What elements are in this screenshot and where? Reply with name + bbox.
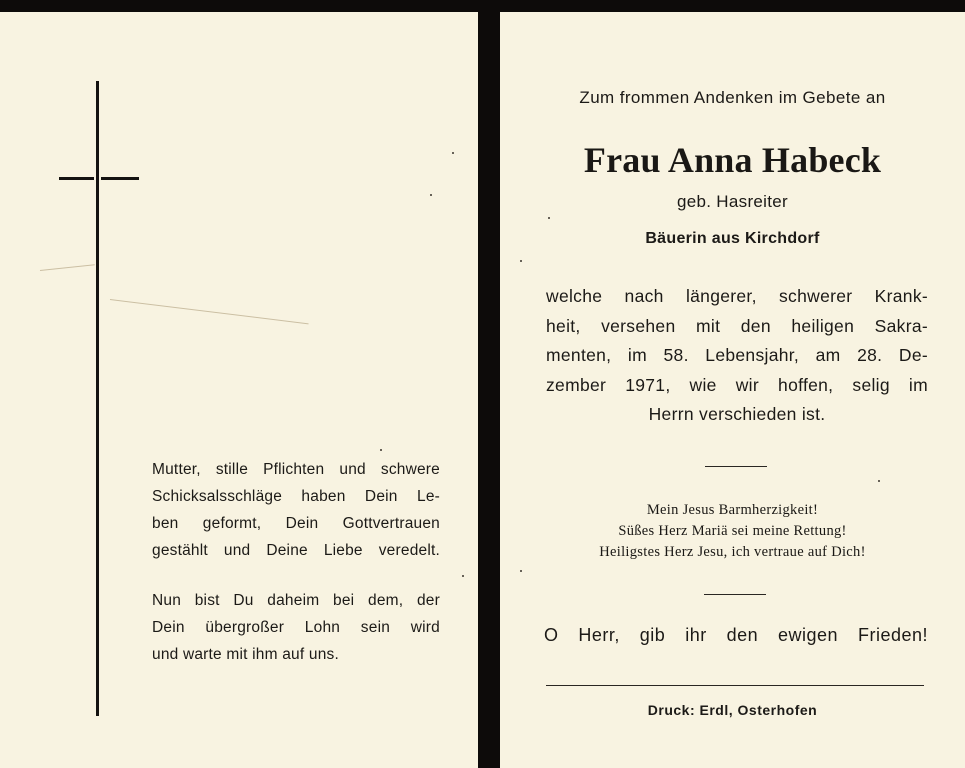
prayer-line: Süßes Herz Mariä sei meine Rettung! <box>618 523 847 539</box>
verse-line: Dein übergroßer Lohn sein wird <box>152 619 440 636</box>
obituary-line: menten, im 58. Lebensjahr, am 28. De- <box>546 345 928 365</box>
right-card-page <box>500 12 965 768</box>
paper-speck <box>430 194 432 196</box>
verse-line: Nun bist Du daheim bei dem, der <box>152 592 440 609</box>
verse-line: Mutter, stille Pflichten und schwere <box>152 461 440 478</box>
divider <box>704 594 766 595</box>
cross-arm-right <box>101 177 139 180</box>
printer-credit: Druck: Erdl, Osterhofen <box>647 702 818 718</box>
footer-divider <box>546 685 924 686</box>
verse-line: und warte mit ihm auf uns. <box>152 646 339 663</box>
prayer-line: Mein Jesus Barmherzigkeit! <box>646 502 819 518</box>
verse-line: ben geformt, Dein Gottvertrauen <box>152 515 440 532</box>
paper-speck <box>548 217 550 219</box>
prayer-lines <box>500 500 965 563</box>
paper-speck <box>462 575 464 577</box>
obituary-line: zember 1971, wie wir hoffen, selig im <box>546 374 928 395</box>
paper-crease <box>40 264 95 271</box>
paper-speck <box>878 480 880 482</box>
left-card-page <box>0 12 478 768</box>
verse-line: gestählt und Deine Liebe veredelt. <box>152 542 440 559</box>
closing-prayer: O Herr, gib ihr den ewigen Frieden! <box>544 625 928 645</box>
prayer-line: Heiligstes Herz Jesu, ich vertraue auf Dich! <box>599 544 866 560</box>
memorial-verse-1 <box>152 456 440 564</box>
paper-speck <box>520 260 522 262</box>
verse-line: Schicksalsschläge haben Dein Le- <box>152 488 440 505</box>
obituary-line: Herrn verschieden ist. <box>648 404 826 424</box>
paper-speck <box>520 570 522 572</box>
maiden-name: geb. Hasreiter <box>677 192 788 211</box>
intro-line: Zum frommen Andenken im Gebete an <box>579 88 886 107</box>
cross-icon <box>96 81 99 716</box>
memorial-verse-2 <box>152 587 440 668</box>
paper-speck <box>452 152 454 154</box>
cross-arm-left <box>59 177 94 180</box>
deceased-name: Frau Anna Habeck <box>583 140 882 180</box>
paper-speck <box>380 449 382 451</box>
obituary-line: welche nach längerer, schwerer Krank- <box>546 286 928 306</box>
divider <box>705 466 767 467</box>
obituary-line: heit, versehen mit den heiligen Sakra- <box>546 315 928 336</box>
obituary-text <box>546 282 928 430</box>
occupation-line: Bäuerin aus Kirchdorf <box>645 230 820 247</box>
paper-crease <box>110 299 309 324</box>
